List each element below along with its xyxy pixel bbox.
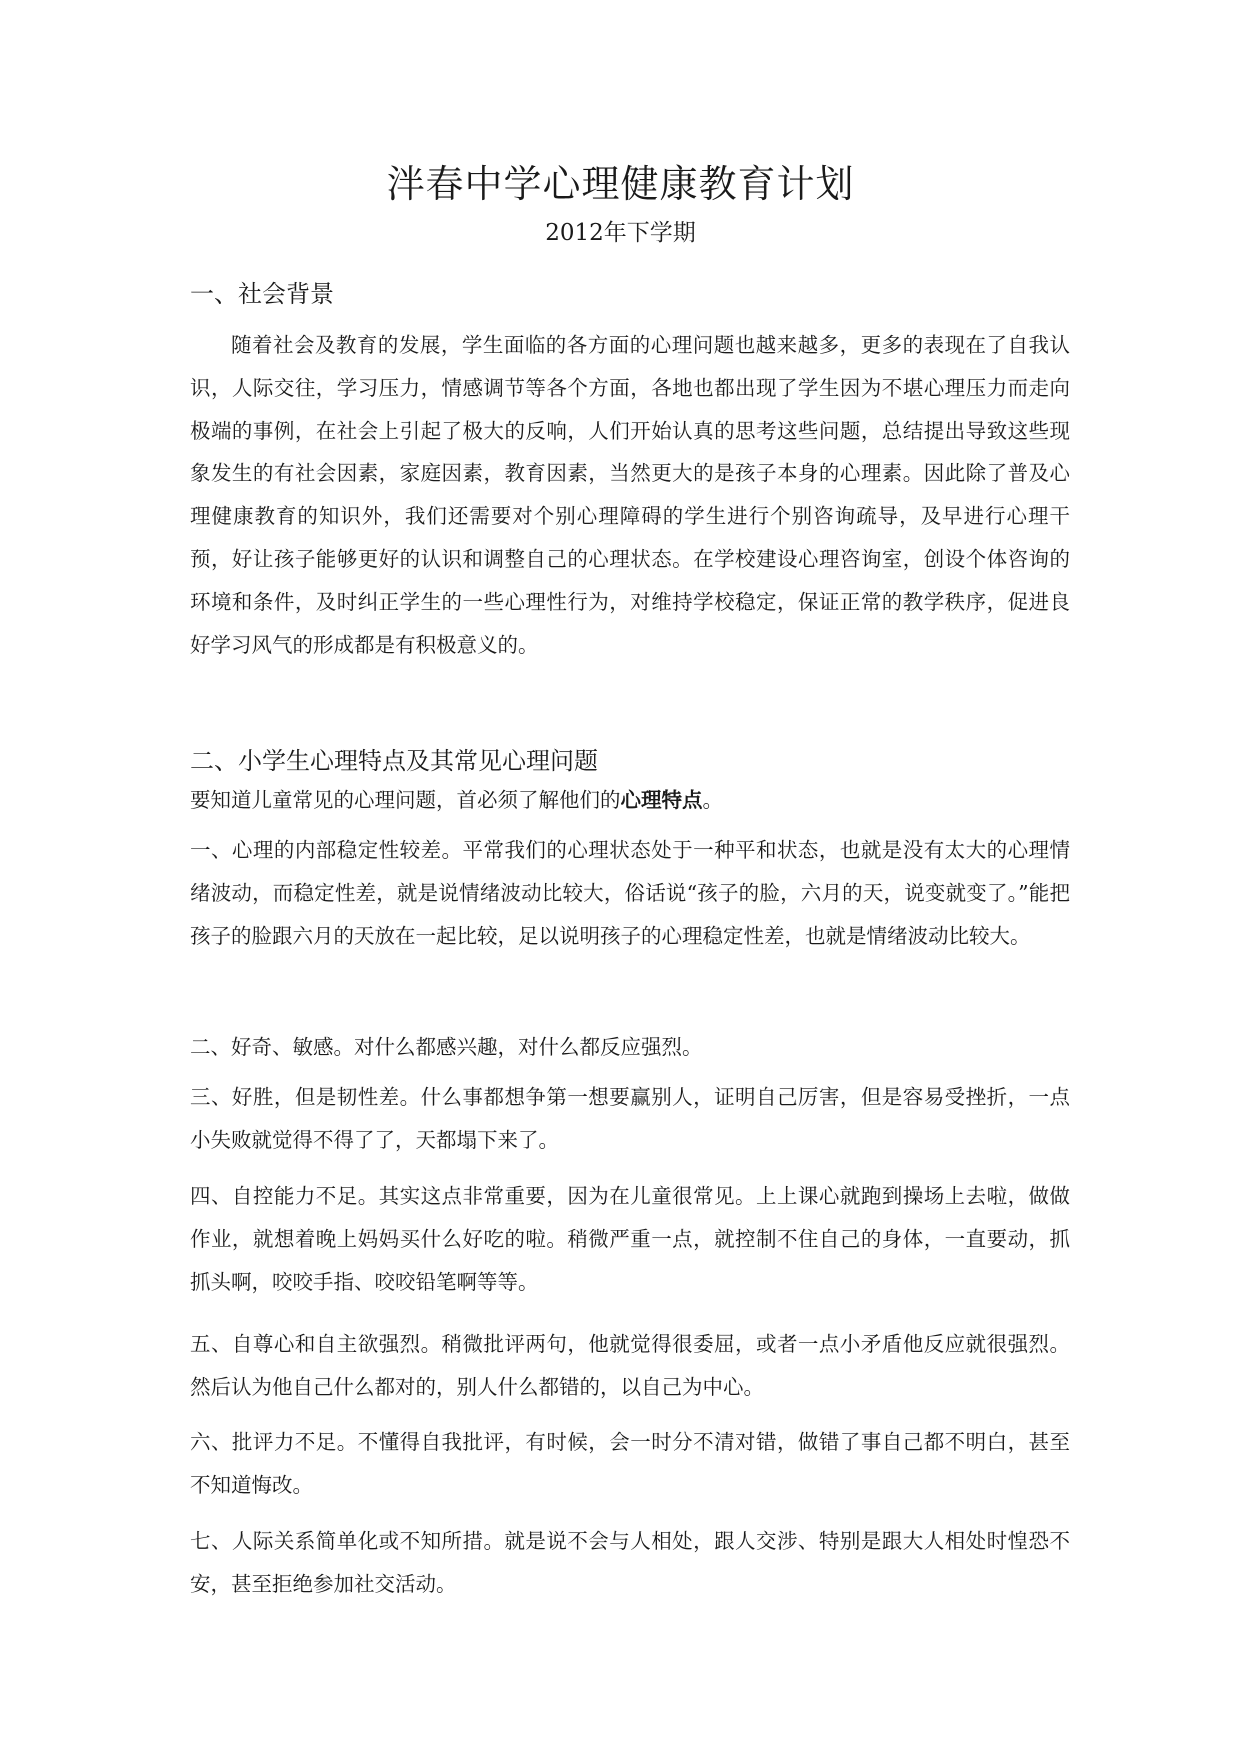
list-item: 六、批评力不足。不懂得自我批评，有时候，会一时分不清对错，做错了事自己都不明白，甚至不知道悔改。 [190, 1430, 1070, 1497]
list-item: 五、自尊心和自主欲强烈。稍微批评两句，他就觉得很委屈，或者一点小矛盾他反应就很强烈。然后认为他自己什么都对的，别人什么都错的，以自己为中心。 [190, 1332, 1070, 1399]
intro-text: 要知道儿童常见的心理问题，首必须了解他们的 [190, 788, 621, 812]
section-intro-characteristics [190, 779, 1070, 822]
list-item: 二、好奇、敏感。对什么都感兴趣，对什么都反应强烈。 [190, 1035, 703, 1059]
section-heading-background: 一、社会背景 [190, 280, 334, 308]
list-item: 三、好胜，但是韧性差。什么事都想争第一想要赢别人，证明自己厉害，但是容易受挫折，一点小失败就觉得不得了了，天都塌下来了。 [190, 1085, 1070, 1152]
intro-suffix-text: 。 [702, 788, 723, 812]
section-body-background: 随着社会及教育的发展，学生面临的各方面的心理问题也越来越多，更多的表现在了自我认识，人际交往，学习压力，情感调节等各个方面，各地也都出现了学生因为不堪心理压力而走向极端的事例，在社会上引起了极大的反响，人们开始认真的思考这些问题，总结提出导致这些现象发生的有社会因素，家庭因素，教育因素，当然更大的是孩子本身的心理素。因此除了普及心理健康教育的知识外，我们还需要对个别心理障碍的学生进行个别咨询疏导，及早进行心理干预，好让孩子能够更好的认识和调整自己的心理状态。在学校建设心理咨询室，创设个体咨询的环境和条件，及时纠正学生的一些心理性行为，对维持学校稳定，保证正常的教学秩序，促进良好学习风气的形成都是有积极意义的。 [190, 333, 1070, 657]
document-subtitle: 2012年下学期 [545, 220, 696, 246]
list-item: 七、人际关系简单化或不知所措。就是说不会与人相处，跟人交涉、特别是跟大人相处时惶恐不安，甚至拒绝参加社交活动。 [190, 1529, 1070, 1596]
list-item: 四、自控能力不足。其实这点非常重要，因为在儿童很常见。上上课心就跑到操场上去啦，做做作业，就想着晚上妈妈买什么好吃的啦。稍微严重一点，就控制不住自己的身体，一直要动，抓抓头啊，咬咬手指、咬咬铅笔啊等等。 [190, 1184, 1070, 1294]
intro-bold-text: 心理特点 [620, 788, 703, 812]
list-item: 一、心理的内部稳定性较差。平常我们的心理状态处于一种平和状态，也就是没有太大的心理情绪波动，而稳定性差，就是说情绪波动比较大，俗话说“孩子的脸，六月的天，说变就变了。”能把孩子的脸跟六月的天放在一起比较，足以说明孩子的心理稳定性差，也就是情绪波动比较大。 [190, 838, 1070, 948]
document-title: 泮春中学心理健康教育计划 [386, 162, 855, 206]
section-heading-characteristics: 二、小学生心理特点及其常见心理问题 [190, 747, 598, 775]
